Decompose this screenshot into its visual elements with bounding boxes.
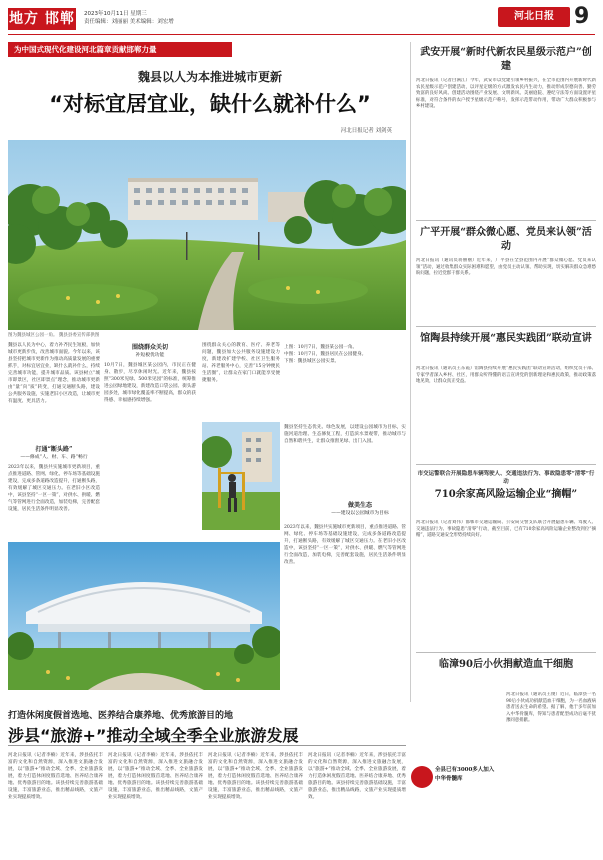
subhead-roads-title: 打通“断头路” — [35, 446, 73, 453]
bottom-body-4: 河北日报讯（记者李楠）近年来，涉县依托丰富的文化和自然资源，深入推进文旅融合发展，以“旅游+”推动全域、全季、全业旅游发展，着力打造休闲度假首选地、医养结合康养地、优秀旅游目的地。该县持续完善旅游基础设施，丰富旅游业态，推出精品线路，文旅产业实现提质增效。 — [308, 753, 406, 800]
subhead-ecology-sub: ——建设以公园城市为目标 — [331, 511, 389, 516]
article-guangping-title: 广平开展“群众微心愿、党员来认领”活动 — [420, 227, 592, 252]
subhead-ecology — [330, 500, 390, 516]
bottom-kicker: 打造休闲度假首选地、医养结合康养地、优秀旅游目的地 — [8, 711, 234, 721]
column-divider — [410, 42, 411, 702]
article-transport-body: 河北日报讯（记者刘伟）邯郸市交通运输局、公安局交警支队联合开展隐患车辆、驾驶人、交通违法行为、事故隐患“清零”行动，截至目前，已有710余家高风险运输企业整改到位“摘帽”，道路交通安全形势持续向好。 — [416, 520, 596, 539]
slogan-banner: 为中国式现代化建设河北篇章贡献邯郸力量 — [8, 42, 232, 57]
bottom-body-3: 河北日报讯（记者李楠）近年来，涉县依托丰富的文化和自然资源，深入推进文旅融合发展，以“旅游+”推动全域、全季、全业旅游发展，着力打造休闲度假首选地、医养结合康养地、优秀旅游目的地。该县持续完善旅游基础设施，丰富旅游业态，推出精品线路，文旅产业实现提质增效。 — [208, 753, 303, 800]
body-column-3: 10月7日，魏县城区某公园内，市民正在健身、散步，尽享休闲时光。近年来，魏县按照“300米见绿、500米见园”的标准，统筹推进公园绿地建设，新建改造口袋公园、街头游园多处，城市绿化覆盖率不断提高，群众的获得感、幸福感持续增强。 — [104, 363, 196, 403]
article-transport-kicker: 市交运警联合开展隐患车辆驾驶人、交通违法行为、事故隐患零“清零”行动 — [417, 471, 595, 485]
right-rule-2 — [416, 326, 596, 327]
section-label: 地方 邯郸 — [8, 8, 76, 30]
article-wuan-body: 河北日报讯（记者白满江）今年，武安市以党建引领乡村振兴，在全市范围内开展新时代新农民星级示范户创建活动，以评星定级的方式激发农民内生动力，推动形成崇德向善、勤劳致富的良好风尚。创建活动围绕产业发展、文明新风、美丽庭院、遵纪守法等方面设置评星标准，对符合条件的农户授予星级示范户称号，发挥示范带动作用，带动广大群众积极参与乡村建设。 — [416, 78, 596, 110]
photo-caption: 图为魏县城区公园一角。 魏县县委宣传部供图 — [8, 333, 100, 338]
body-column-5: 魏县坚持生态优先、绿色发展，以建设公园城市为目标，实施河道治理、生态修复工程，打造滨水景观带，推动城市与自然和谐共生，让群众推窗见绿、出门入园。 — [284, 425, 406, 444]
article-transport-title: 710余家高风险运输企业“摘帽” — [434, 489, 578, 500]
body-column-6: 2023年以来，魏县共实施城市更新项目，重点推进道路、管网、绿化、停车场等基础设施建设，完成多条道路改造提升，打通断头路，有效缓解了城区交通压力。在老旧小区改造中，该县坚持“一区一策”，对供水、供暖、燃气等管网进行全面改造，加装电梯，完善配套设施，居民生活条件明显改善。 — [284, 525, 406, 565]
article-guantao-body: 河北日报讯（通讯员王东霞）馆陶县持续开展“惠民实践团”联动宣讲活动，组织党员干部、专家学者深入乡村、社区，用群众听得懂的语言宣讲党的创新理论和惠民政策，推动政策落地见效，让群众真正受益。 — [416, 366, 596, 385]
lead-byline: 河北日报记者 刘剑英 — [340, 128, 392, 134]
article-wuan-title: 武安开展“新时代新农民星级示范户”创建 — [420, 47, 592, 72]
subhead-services — [104, 342, 196, 358]
date-line: 2023年10月11日 星期三 — [84, 11, 147, 17]
fitness-photo — [202, 422, 280, 530]
bottom-body-1: 河北日报讯（记者李楠）近年来，涉县依托丰富的文化和自然资源，深入推进文旅融合发展，以“旅游+”推动全域、全季、全业旅游发展，着力打造休闲度假首选地、医养结合康养地、优秀旅游目的地。该县持续完善旅游基础设施，丰富旅游业态，推出精品线路，文旅产业实现提质增效。 — [8, 753, 103, 800]
masthead-meta — [84, 10, 174, 26]
park-photo-illustration — [8, 140, 406, 330]
subhead-roads — [8, 444, 100, 460]
bone-marrow-text: 全县已有3000多人加入中华骨髓库 — [435, 767, 495, 782]
page-number: 9 — [574, 4, 590, 29]
body-column-2: 2023年以来，魏县共实施城市更新项目，重点推进道路、管网、绿化、停车场等基础设施建设，完成多条道路改造提升，打通断头路，有效缓解了城区交通压力。在老旧小区改造中，该县坚持“一区一策”，对供水、供暖、燃气等管网进行全面改造，加装电梯，完善配套设施，居民生活条件明显改善。 — [8, 465, 100, 512]
fitness-photo-illustration — [202, 422, 280, 530]
body-column-1: 魏县以人民为中心，着力补齐民生短板，加快城市更新步伐，改善城市面貌。今年以来，该县坚持把城市更新作为推动高质量发展的重要抓手，对标宜居宜业，缺什么就补什么，持续完善城市功能，提升城市品质。该县树立“城市即景区，社区即景点”理念，推动城市更新由“量”向“质”转变，打通交通断头路，建设公共服务设施，实施老旧小区改造，让城市更有温度、更具活力。 — [8, 343, 100, 404]
photo-notes-text: 上图：10月7日，魏县某公园一角。 中图：10月7日，魏县居民在公园健身。 下图：魏县城区公园实景。 — [284, 345, 367, 364]
bottom-title: 涉县“旅游+”推动全域全季全业旅游发展 — [8, 726, 299, 745]
pavilion-photo — [8, 542, 280, 690]
subhead-ecology-title: 做美生态 — [347, 502, 372, 509]
right-rule-1 — [416, 220, 596, 221]
subhead-roads-sub: ——修成“人、财、车、路”畅行 — [20, 455, 88, 460]
lead-title: “对标宜居宜业，缺什么就补什么” — [49, 92, 371, 116]
body-column-4: 围绕群众关心的教育、医疗、养老等问题，魏县加大公共服务设施建设力度，新建改扩建学校、社区卫生服务站、养老服务中心，完善“15分钟便民生活圈”，让群众在家门口就能享受便捷服务。 — [202, 343, 280, 383]
subhead-services-title: 围绕群众关切 — [131, 344, 168, 351]
right-rule-3 — [416, 464, 596, 465]
newspaper-logo: 河北日报 — [498, 7, 570, 27]
lead-kicker: 魏县以人为本推进城市更新 — [137, 70, 282, 84]
masthead — [0, 0, 603, 40]
pavilion-photo-illustration — [8, 542, 280, 690]
article-linzhang-title: 临漳90后小伙捐献造血干细胞 — [439, 659, 573, 670]
masthead-rule — [8, 34, 595, 35]
park-photo — [8, 140, 406, 330]
right-rule-4 — [416, 652, 596, 653]
subhead-services-sub: 补短板优功能 — [135, 353, 165, 358]
editor-line: 责任编辑：刘丽丽 美术编辑：刘宏增 — [84, 19, 174, 25]
bottom-rule — [8, 745, 406, 746]
article-guangping-body: 河北日报讯（通讯员蒋丽丽）近年来，广平县在全县范围内开展“群众微心愿、党员来认领”活动，通过收集群众实际困难和愿望，由党员主动认领、帮助实现，切实解决群众急难愁盼问题，拉近党群干群关系。 — [416, 258, 596, 277]
photo-notes — [284, 344, 406, 420]
article-linzhang-body: 河北日报讯（通讯员王俊）近日，临漳县一名90后小伙成功捐献造血干细胞，为一名血液病患者送去生命的希望。据了解，他于多年前加入中华骨髓库，得知与患者配型成功后毫不犹豫同意捐献。 — [506, 692, 596, 724]
bottom-body-2: 河北日报讯（记者李楠）近年来，涉县依托丰富的文化和自然资源，深入推进文旅融合发展，以“旅游+”推动全域、全季、全业旅游发展，着力打造休闲度假首选地、医养结合康养地、优秀旅游目的地。该县持续完善旅游基础设施，丰富旅游业态，推出精品线路，文旅产业实现提质增效。 — [108, 753, 203, 800]
right-column — [416, 40, 596, 860]
article-guantao-title: 馆陶县持续开展“惠民实践团”联动宣讲 — [420, 333, 592, 344]
